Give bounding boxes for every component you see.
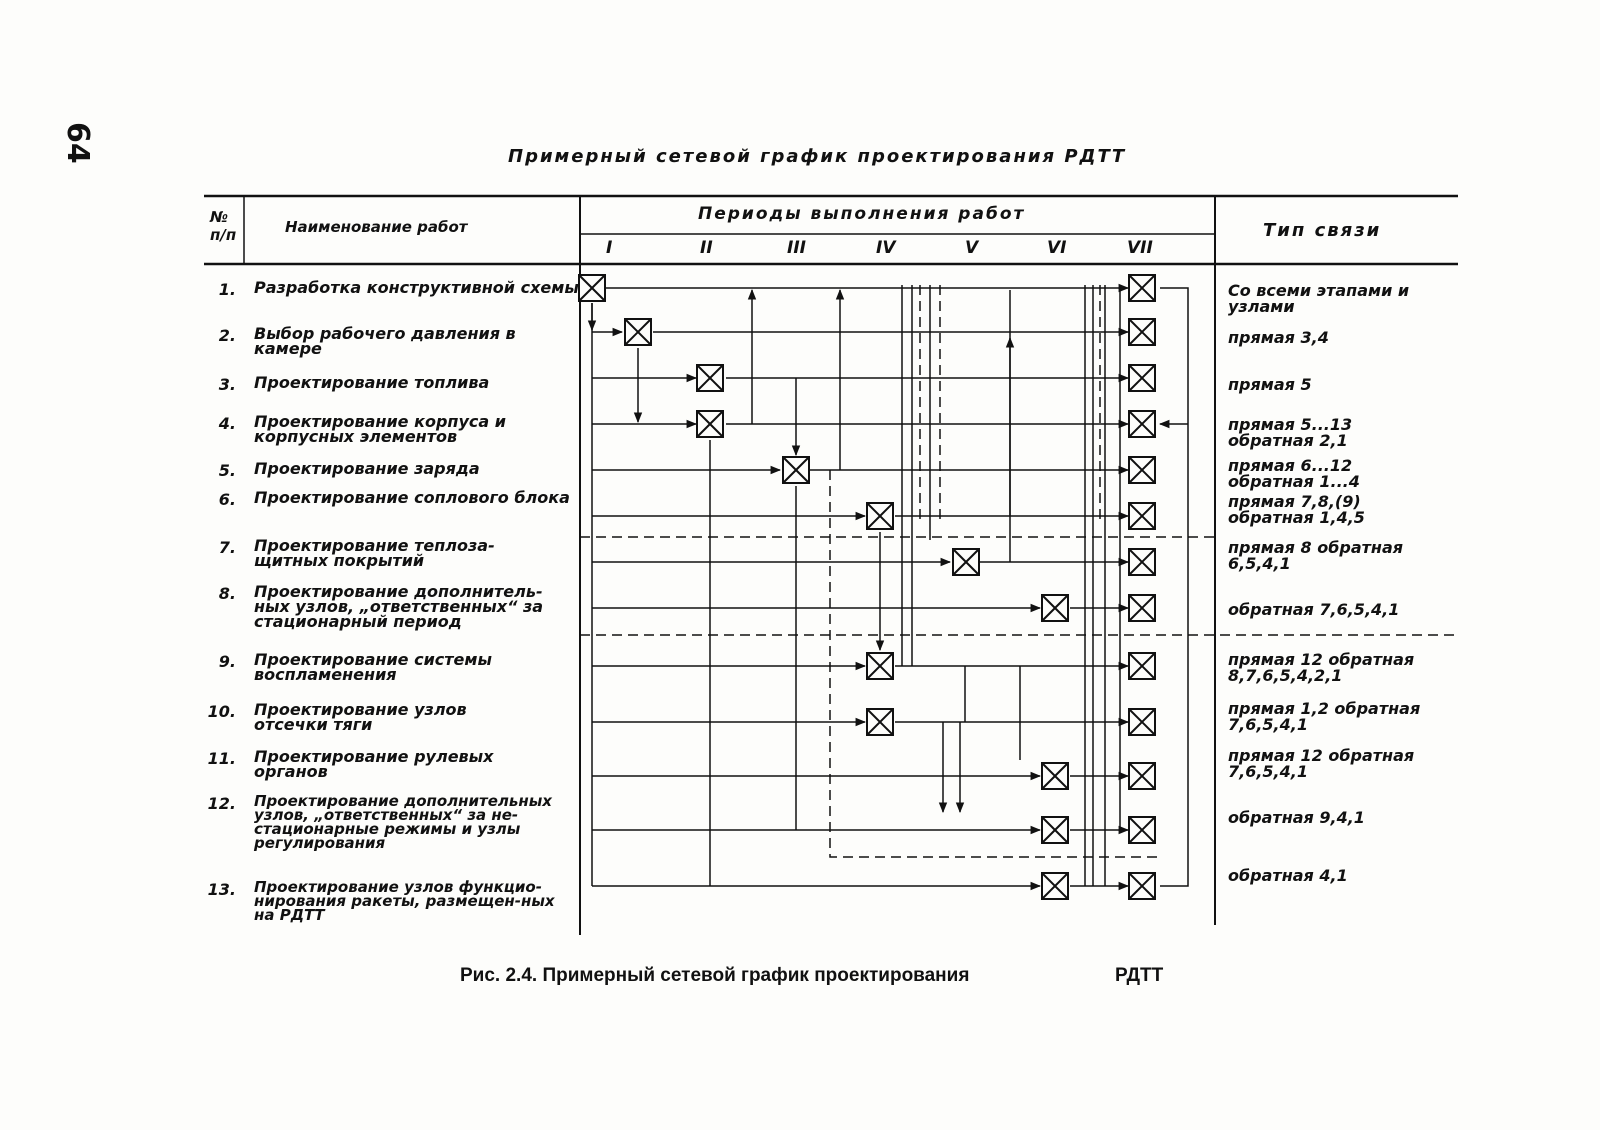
row-number: 6. (218, 490, 236, 509)
row-link-type: прямая 3,4 (1228, 328, 1329, 347)
row-number: 12. (207, 794, 236, 813)
row-work-name: Проектирование дополнитель-ных узлов, „ответственных“ за стационарный период (254, 582, 544, 631)
period-label-4: IV (876, 238, 896, 258)
diagram-top-title: Примерный сетевой график проектирования РДТТ (508, 146, 1127, 167)
event-node (579, 275, 605, 301)
event-node (867, 653, 893, 679)
row-link-type: прямая 5...13 обратная 2,1 (1228, 415, 1353, 450)
row-work-name: Проектирование рулевых органов (254, 747, 494, 781)
event-node (1129, 365, 1155, 391)
event-node (1129, 763, 1155, 789)
row-work-name: Проектирование корпуса и корпусных элементов (254, 412, 506, 446)
event-node (1042, 763, 1068, 789)
event-node (1042, 873, 1068, 899)
event-nodes (579, 275, 1155, 899)
period-label-1: I (606, 238, 613, 258)
row-work-name: Проектирование топлива (254, 373, 490, 392)
event-node (1129, 549, 1155, 575)
row-link-type: прямая 12 обратная 7,6,5,4,1 (1228, 746, 1415, 781)
flow-lines (592, 288, 1188, 886)
row-number: 4. (218, 414, 236, 433)
row-link-type: обратная 7,6,5,4,1 (1228, 600, 1400, 619)
row-number: 8. (218, 584, 236, 603)
page-number: 64 (60, 122, 95, 164)
period-label-5: V (965, 238, 979, 258)
row-work-name: Проектирование дополнительных узлов, „ответственных“ за не-стационарные режимы и узлы регулирования (254, 792, 552, 852)
event-node (1129, 319, 1155, 345)
event-node (1129, 653, 1155, 679)
row-link-type: обратная 4,1 (1228, 866, 1348, 885)
event-node (1129, 275, 1155, 301)
row-number: 9. (218, 652, 236, 671)
header-link-type: Тип связи (1263, 220, 1382, 241)
event-node (1129, 411, 1155, 437)
event-node (783, 457, 809, 483)
figure-caption-suffix: РДТТ (1115, 965, 1164, 986)
row-work-name: Проектирование узлов отсечки тяги (254, 700, 467, 734)
period-label-3: III (787, 238, 806, 258)
row-work-name: Проектирование соплового блока (254, 488, 570, 507)
period-label-2: II (700, 238, 713, 258)
event-node (1129, 503, 1155, 529)
row-number: 1. (218, 280, 236, 299)
header-name: Наименование работ (285, 218, 468, 236)
row-work-name: Проектирование теплоза-щитных покрытий (254, 536, 495, 570)
figure-caption: Рис. 2.4. Примерный сетевой график проектирования (460, 965, 970, 986)
row-number: 10. (207, 702, 236, 721)
row-number: 13. (207, 880, 236, 899)
event-node (1129, 873, 1155, 899)
row-link-type: обратная 9,4,1 (1228, 808, 1365, 827)
event-node (1042, 817, 1068, 843)
event-node (1042, 595, 1068, 621)
event-node (953, 549, 979, 575)
row-number: 5. (218, 461, 236, 480)
row-link-type: прямая 1,2 обратная 7,6,5,4,1 (1228, 699, 1421, 734)
period-label-7: VII (1127, 238, 1153, 258)
event-node (867, 709, 893, 735)
event-node (697, 365, 723, 391)
event-node (1129, 457, 1155, 483)
row-work-name: Выбор рабочего давления в камере (254, 324, 516, 358)
event-node (1129, 817, 1155, 843)
event-node (1129, 709, 1155, 735)
row-number: 7. (218, 538, 236, 557)
header-no: № п/п (210, 208, 237, 244)
period-label-6: VI (1047, 238, 1067, 258)
row-number: 3. (218, 375, 236, 394)
row-work-name: Проектирование заряда (254, 459, 480, 478)
event-node (697, 411, 723, 437)
row-link-type: прямая 5 (1228, 375, 1312, 394)
row-number: 11. (207, 749, 236, 768)
event-node (625, 319, 651, 345)
vertical-connectors (592, 285, 1120, 886)
row-link-type: Со всеми этапами и узлами (1228, 281, 1410, 316)
row-link-type: прямая 6...12 обратная 1...4 (1228, 456, 1360, 491)
row-link-type: прямая 8 обратная 6,5,4,1 (1228, 538, 1404, 573)
row-work-name: Проектирование системы воспламенения (254, 650, 492, 684)
event-node (1129, 595, 1155, 621)
row-work-name: Разработка конструктивной схемы (254, 278, 579, 297)
row-link-type: прямая 12 обратная 8,7,6,5,4,2,1 (1228, 650, 1415, 685)
row-work-name: Проектирование узлов функцио-нирования ракеты, размещен-ных на РДТТ (254, 878, 555, 924)
event-node (867, 503, 893, 529)
row-link-type: прямая 7,8,(9) обратная 1,4,5 (1228, 492, 1365, 527)
row-number: 2. (218, 326, 236, 345)
header-periods: Периоды выполнения работ (698, 204, 1026, 224)
table-frame (204, 196, 1458, 935)
